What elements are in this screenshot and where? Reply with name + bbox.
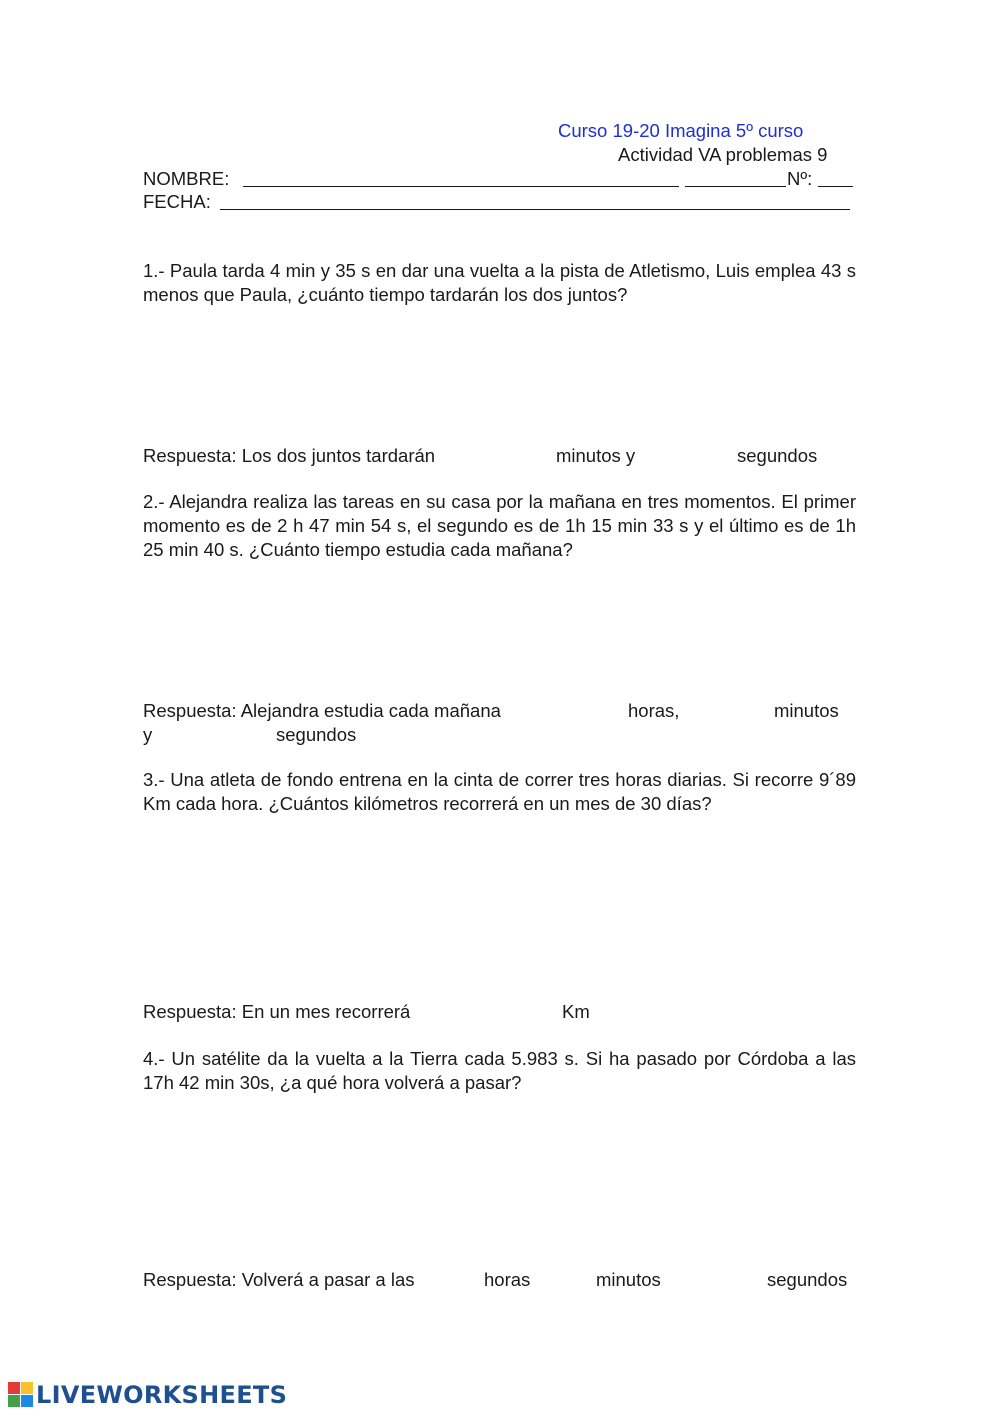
number-label: Nº: — [787, 168, 813, 189]
activity-title: Actividad VA problemas 9 — [618, 144, 828, 165]
problem-2-answer-seconds: segundos — [276, 724, 357, 745]
problem-4-answer-prefix: Respuesta: Volverá a pasar a las — [143, 1269, 415, 1290]
problem-2-answer-prefix: Respuesta: Alejandra estudia cada mañana — [143, 700, 501, 721]
liveworksheets-logo-text: LIVEWORKSHEETS — [36, 1381, 288, 1409]
problem-2-answer-minutes: minutos — [774, 700, 839, 721]
problem-4-answer-seconds: segundos — [767, 1269, 848, 1290]
number-field[interactable] — [818, 167, 853, 191]
logo-square-2 — [21, 1382, 33, 1394]
problem-4-answer-hours: horas — [484, 1269, 531, 1290]
logo-square-4 — [21, 1395, 33, 1407]
problem-2-text: 2.- Alejandra realiza las tareas en su casa por la mañana en tres momentos. El primer momento es de 2 h 47 min 54 s, el segundo es de 1h 15 min 33 s y el último es de 1h 25 min 40 s. ¿Cuánto tiempo estudia cada mañana? — [143, 491, 856, 560]
course-title: Curso 19-20 Imagina 5º curso — [558, 120, 804, 141]
name-label: NOMBRE: — [143, 168, 230, 189]
problem-1-answer-prefix: Respuesta: Los dos juntos tardarán — [143, 445, 436, 466]
problem-2-answer-hours: horas, — [628, 700, 680, 721]
problem-1-text: 1.- Paula tarda 4 min y 35 s en dar una vuelta a la pista de Atletismo, Luis emplea 43 s menos que Paula, ¿cuánto tiempo tardarán los dos juntos? — [143, 260, 856, 305]
problem-3-answer-km: Km — [562, 1001, 590, 1022]
date-label: FECHA: — [143, 191, 211, 212]
problem-2-answer-and: y — [143, 724, 153, 745]
problem-3-answer-prefix: Respuesta: En un mes recorrerá — [143, 1001, 411, 1022]
liveworksheets-logo — [8, 1380, 287, 1410]
problem-1-answer-seconds: segundos — [737, 445, 818, 466]
logo-square-3 — [8, 1395, 20, 1407]
date-field[interactable] — [220, 190, 850, 214]
problem-4-answer-minutes: minutos — [596, 1269, 661, 1290]
problem-4-text: 4.- Un satélite da la vuelta a la Tierra cada 5.983 s. Si ha pasado por Córdoba a las 17h 42 min 30s, ¿a qué hora volverá a pasar? — [143, 1048, 856, 1093]
problem-1-answer-minutes: minutos y — [556, 445, 636, 466]
problem-3-text: 3.- Una atleta de fondo entrena en la cinta de correr tres horas diarias. Si recorre 9´89 Km cada hora. ¿Cuántos kilómetros recorrerá en un mes de 30 días? — [143, 769, 856, 814]
name-field[interactable] — [243, 167, 679, 191]
liveworksheets-logo-icon — [8, 1382, 34, 1408]
name-field-extra[interactable] — [685, 167, 786, 191]
logo-square-1 — [8, 1382, 20, 1394]
